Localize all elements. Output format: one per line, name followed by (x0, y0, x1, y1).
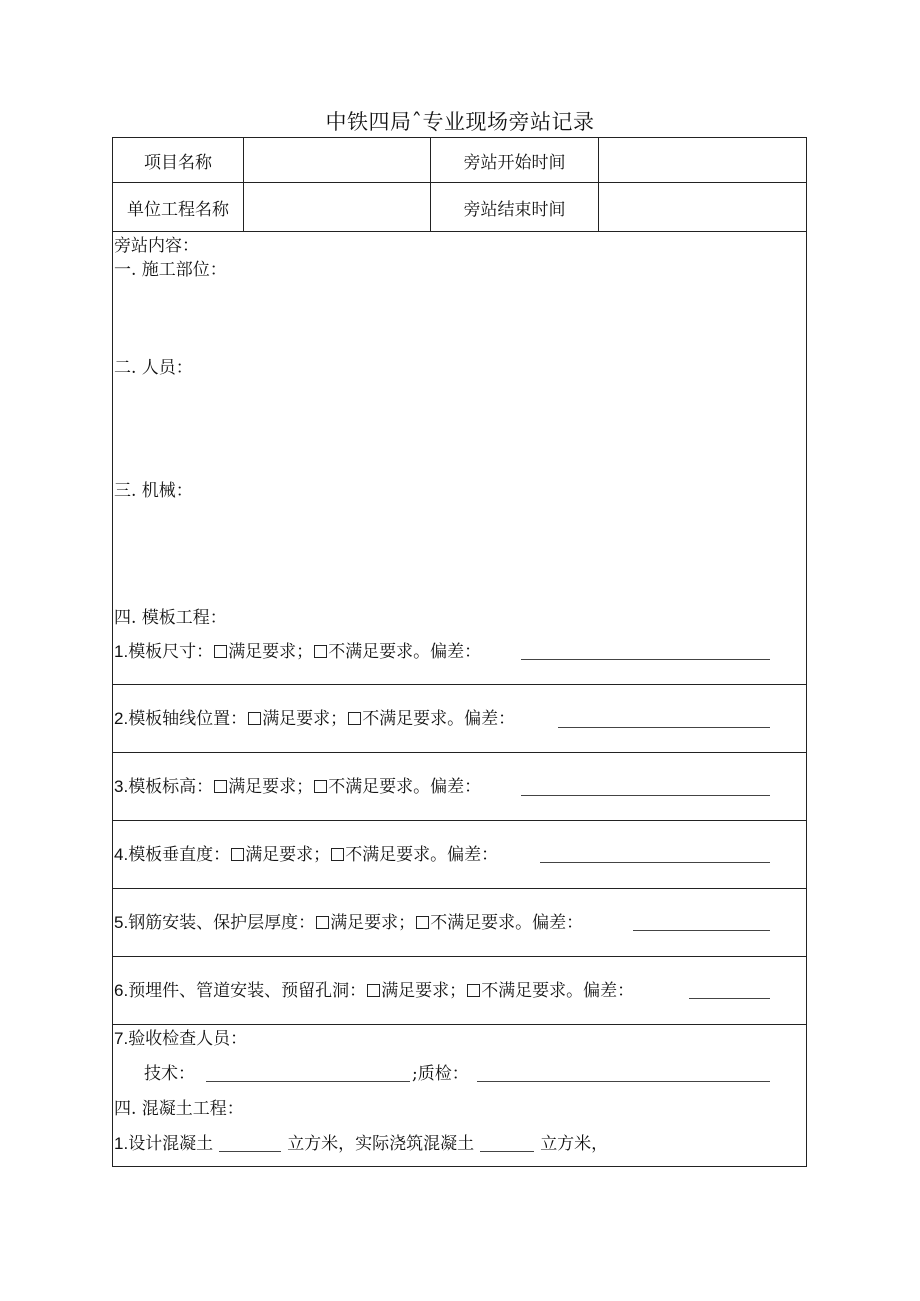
not-satisfy-label: 不满足要求。偏差： (328, 777, 482, 797)
acceptance-label: 验收检查人员： (128, 1029, 248, 1049)
acceptance-heading (114, 1029, 247, 1049)
section-formwork: 四. 模板工程： (114, 608, 227, 628)
satisfy-checkbox[interactable] (214, 645, 227, 658)
project-name-field[interactable] (244, 138, 430, 182)
unit-project-field[interactable] (244, 183, 430, 231)
satisfy-label: 满足要求； (330, 913, 416, 933)
item-number: 7. (114, 1029, 129, 1048)
divider (112, 231, 807, 232)
design-volume-blank[interactable] (219, 1151, 281, 1152)
satisfy-checkbox[interactable] (231, 848, 244, 861)
tech-signature-blank[interactable] (206, 1081, 410, 1082)
item-number: 3. (114, 777, 129, 796)
item-number: 6. (114, 981, 129, 1000)
project-name-label: 项目名称 (144, 152, 212, 173)
not-satisfy-checkbox[interactable] (416, 916, 429, 929)
end-time-field[interactable] (599, 183, 805, 231)
unit-label: 立方米， (540, 1134, 609, 1154)
deviation-blank[interactable] (633, 930, 770, 931)
not-satisfy-checkbox[interactable] (314, 645, 327, 658)
acceptance-tech-label: 技术： (144, 1064, 195, 1084)
concrete-volume-line (114, 1134, 608, 1154)
design-concrete-label: 设计混凝土 (128, 1134, 214, 1154)
satisfy-label: 满足要求； (228, 777, 314, 797)
item-label: 模板标高： (128, 777, 214, 797)
deviation-blank[interactable] (521, 795, 770, 796)
not-satisfy-label: 不满足要求。偏差： (481, 981, 635, 1001)
section-construction-location: 一. 施工部位： (114, 260, 227, 280)
qc-signature-blank[interactable] (477, 1081, 770, 1082)
not-satisfy-checkbox[interactable] (331, 848, 344, 861)
divider (112, 820, 807, 821)
not-satisfy-checkbox[interactable] (314, 780, 327, 793)
satisfy-label: 满足要求； (228, 642, 314, 662)
item-label: 模板垂直度： (128, 845, 231, 865)
not-satisfy-label: 不满足要求。偏差： (328, 642, 482, 662)
section-machinery: 三. 机械： (114, 481, 193, 501)
check-item-elevation (114, 777, 481, 797)
satisfy-checkbox[interactable] (214, 780, 227, 793)
not-satisfy-label: 不满足要求。偏差： (362, 709, 516, 729)
check-item-formwork-size (114, 642, 481, 662)
not-satisfy-label: 不满足要求。偏差： (345, 845, 499, 865)
divider (112, 888, 807, 889)
item-number: 1. (114, 1134, 129, 1153)
divider (112, 684, 807, 685)
item-number: 5. (114, 913, 129, 932)
item-number: 4. (114, 845, 129, 864)
actual-concrete-label: 立方米，实际浇筑混凝土 (287, 1134, 475, 1154)
satisfy-checkbox[interactable] (316, 916, 329, 929)
divider (112, 752, 807, 753)
unit-project-label: 单位工程名称 (127, 199, 229, 220)
check-item-rebar-cover (114, 913, 583, 933)
section-personnel: 二. 人员： (114, 358, 193, 378)
check-item-embedded-parts (114, 981, 634, 1001)
end-time-label: 旁站结束时间 (463, 199, 566, 220)
actual-volume-blank[interactable] (480, 1151, 534, 1152)
not-satisfy-label: 不满足要求。偏差： (430, 913, 584, 933)
satisfy-checkbox[interactable] (248, 712, 261, 725)
item-number: 2. (114, 709, 129, 728)
content-intro: 旁站内容： (114, 236, 199, 256)
item-number: 1. (114, 642, 129, 661)
item-label: 预埋件、管道安装、预留孔洞： (128, 981, 367, 1001)
satisfy-label: 满足要求； (381, 981, 467, 1001)
start-time-field[interactable] (599, 138, 805, 182)
divider (112, 1024, 807, 1025)
acceptance-qc-label: ;质检： (412, 1064, 469, 1084)
divider (112, 956, 807, 957)
check-item-verticality (114, 845, 498, 865)
start-time-label: 旁站开始时间 (463, 152, 566, 173)
not-satisfy-checkbox[interactable] (467, 984, 480, 997)
not-satisfy-checkbox[interactable] (348, 712, 361, 725)
deviation-blank[interactable] (689, 998, 770, 999)
section-concrete: 四. 混凝土工程： (114, 1099, 244, 1119)
satisfy-label: 满足要求； (262, 709, 348, 729)
item-label: 模板尺寸： (128, 642, 214, 662)
item-label: 钢筋安装、保护层厚度： (128, 913, 316, 933)
deviation-blank[interactable] (558, 727, 770, 728)
document-title: 中铁四局ˆ专业现场旁站记录 (325, 110, 595, 134)
deviation-blank[interactable] (521, 659, 770, 660)
satisfy-label: 满足要求； (245, 845, 331, 865)
deviation-blank[interactable] (540, 862, 770, 863)
satisfy-checkbox[interactable] (367, 984, 380, 997)
item-label: 模板轴线位置： (128, 709, 248, 729)
check-item-axis-position (114, 709, 515, 729)
